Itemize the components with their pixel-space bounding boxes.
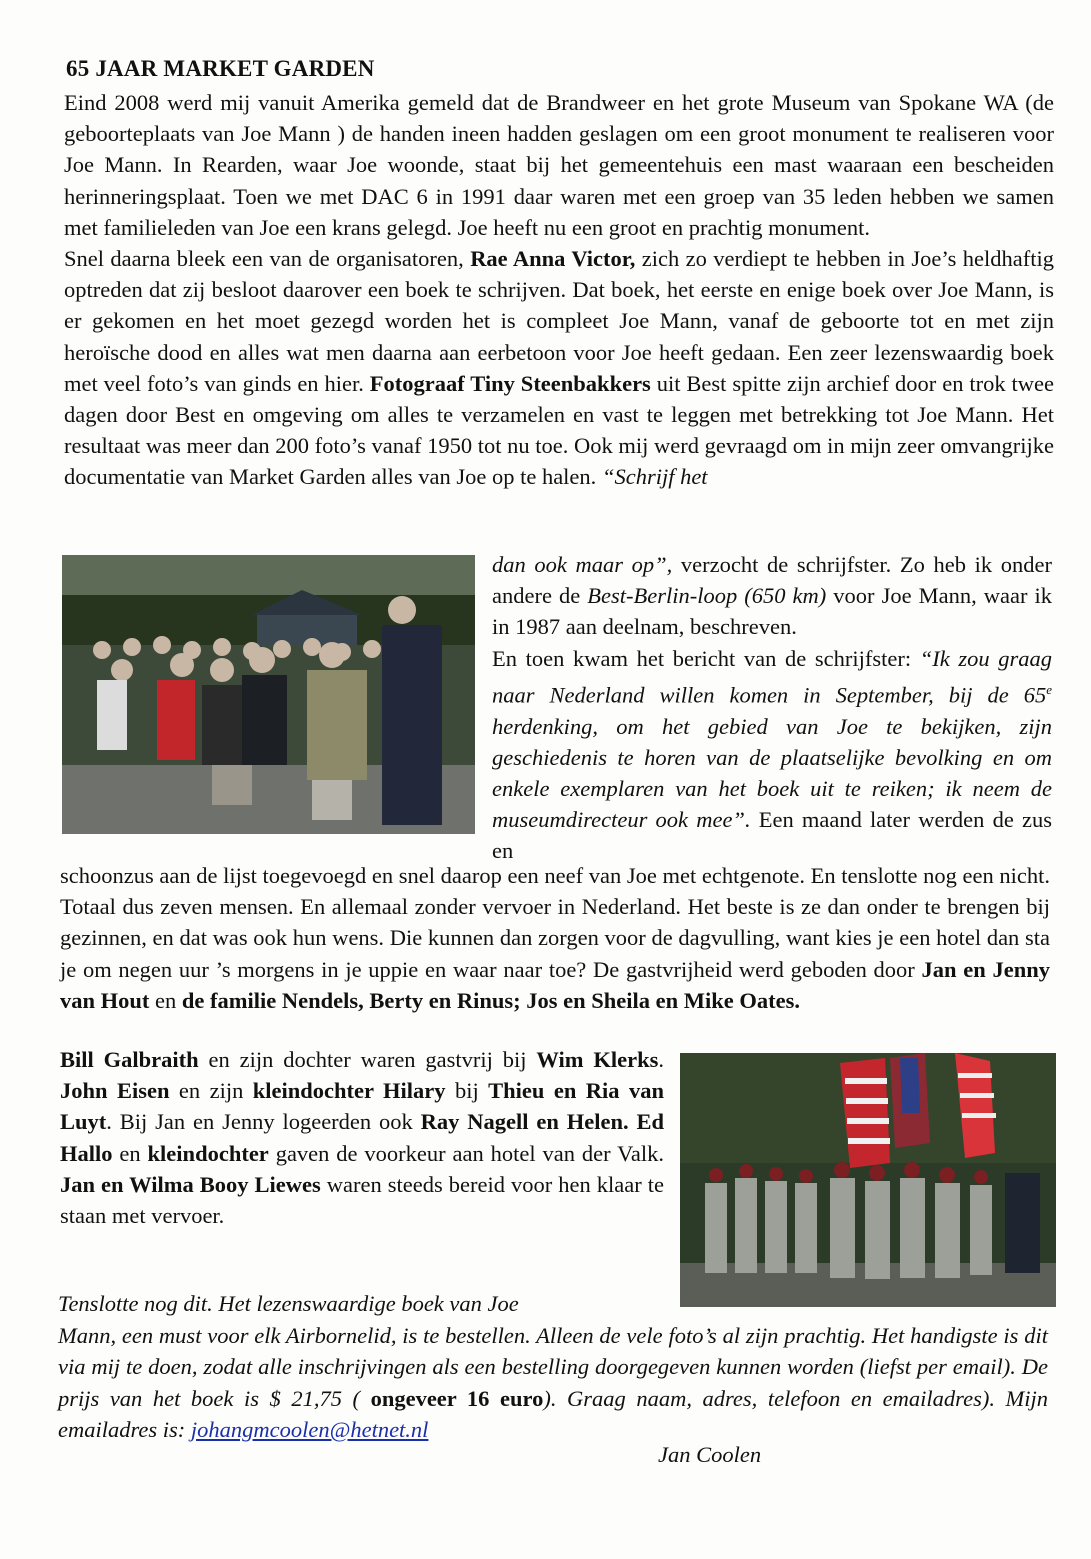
article-title: 65 JAAR MARKET GARDEN [66,56,375,81]
photo-audience-seated [62,555,475,834]
closing-first-line: Tenslotte nog dit. Het lezenswaardige boek van Joe [58,1291,519,1316]
photo-color-guard [680,1053,1056,1307]
name-tiny-steenbakkers: Fotograaf Tiny Steenbakkers [369,370,651,396]
paragraph-writer-message: En toen kwam het bericht van de schrijfster: “Ik zou graag naar Nederland willen komen in September, bij de 65e herdenking, om het gebied van Joe te bekijken, zijn geschiedenis te horen van de plaatselijke bevolking en om enkele exemplaren van het boek uit te reiken; ik neem de museumdirecteur ook mee”. Een maand later werden de zus en [492,645,1052,864]
name-jan-jenny-van-hout: Jan en Jenny van Hout [60,956,1050,1013]
paragraph-book: Snel daarna bleek een van de organisatoren, Rae Anna Victor, zich zo verdiept te hebben in Joe’s heldhaftig optreden dat zij besloot daarover een boek te schrijven. Dat boek, het eerste en enige boek over Joe Mann, is er gekomen en het moet gezegd worden het is compleet Joe Mann, vanaf de geboorte tot en met zijn heroïsche dood en alles wat men daarna aan eerbetoon voor Joe heeft gedaan. Een zeer lezenswaardig boek met veel foto’s van ginds en hier. Fotograaf Tiny Steenbakkers uit Best spitte zijn archief door en trok twee dagen door Best en omgeving om alles te verzamelen en vast te leggen met betrekking tot Joe Mann. Het resultaat was meer dan 200 foto’s vanaf 1950 tot nu toe. Ook mij werd gevraagd om in mijn zeer omvangrijke documentatie van Market Garden alles van Joe op te halen. “Schrijf het [64,246,1055,490]
paragraph-monument: Eind 2008 werd mij vanuit Amerika gemeld dat de Brandweer en het grote Museum van Spokane WA (de geboorteplaats van Joe Mann ) de handen ineen hadden geslagen om een groot monument te realiseren voor Joe Mann. In Rearden, waar Joe woonde, staat bij het gemeentehuis een mast waaraan een bescheiden herinneringsplaat. Toen we met DAC 6 in 1991 daar waren met een groep van 35 leden hebben we samen met familieleden van Joe een krans gelegd. Joe heeft nu een groot en prachtig monument. [64,90,1054,240]
wrapped-text-left: Bill Galbraith en zijn dochter waren gastvrij bij Wim Klerks. John Eisen en zijn kleindochter Hilary bij Thieu en Ria van Luyt. Bij Jan en Jenny logeerden ook Ray Nagell en Helen. Ed Hallo en kleindochter gaven de voorkeur aan hotel van der Valk. Jan en Wilma Booy Liewes waren steeds bereid voor hen klaar te staan met vervoer. [60,1047,665,1229]
name-rae-anna-victor: Rae Anna Victor, [470,246,636,272]
name-nendels: de familie Nendels, Berty en Rinus; Jos en Sheila en Mike Oates. [181,987,801,1013]
wrapped-text-right [492,549,1052,867]
paragraph-request: dan ook maar op”, verzocht de schrijfster. Zo heb ik onder andere de Best-Berlin-loop (650 km) voor Joe Mann, waar ik in 1987 aan deelnam, beschreven. [492,552,1052,640]
email-link[interactable]: johangmcoolen@hetnet.nl [190,1417,429,1442]
price-euro: ongeveer 16 euro [370,1385,544,1411]
text-hosts: schoonzus aan de lijst toegevoegd en snel daarop een neef van Joe met echtgenote. En tenslotte nog een nicht. Totaal dus zeven mensen. En allemaal zonder vervoer in Nederland. Het beste is ze dan onder te brengen bij gezinnen, en dat was ook hun wens. Die kunnen dan zorgen voor de dagvulling, want kies je een hotel dan sta je om negen uur ’s morgens in je uppie en waar naar toe? De gastvrijheid werd geboden door Jan en Jenny van Hout en de familie Nendels, Berty en Rinus; Jos en Sheila en Mike Oates. [60,863,1050,1013]
closing-note: Tenslotte nog dit. Het lezenswaardige boek van Joe Mann, een must voor elk Airbornelid, is te bestellen. Alleen de vele foto’s al zijn prachtig. Het handigste is dit via mij te doen, zodat alle inschrijvingen als een bestelling doorgegeven kunnen worden (liefst per email). De prijs van het boek is $ 21,75 ( ongeveer 16 euro). Graag naam, adres, telefoon en emailadres). Mijn emailadres is: johangmcoolen@hetnet.nl [58,1288,1048,1446]
signature: Jan Coolen [658,1442,762,1467]
intro-text [64,87,1054,493]
